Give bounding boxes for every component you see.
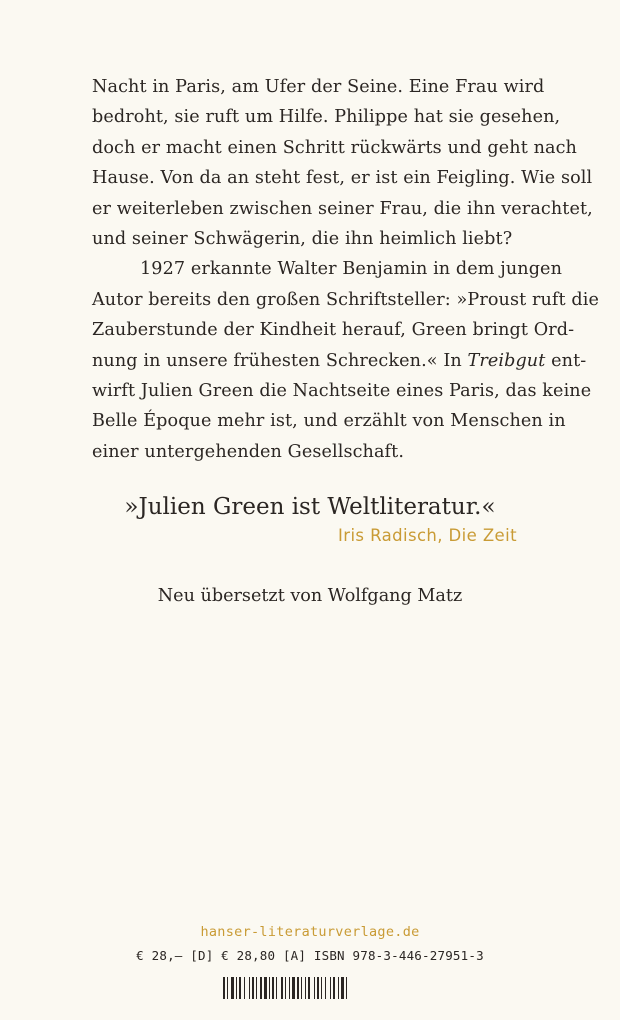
blurb-line: doch er macht einen Schritt rückwärts und geht nach	[92, 137, 577, 158]
barcode-bar	[256, 977, 257, 999]
review-quote: »Julien Green ist Weltliteratur.«	[124, 494, 496, 520]
price-isbn: € 28,– [D] € 28,80 [A] ISBN 978-3-446-27951-3	[136, 948, 484, 963]
barcode-bar	[260, 977, 262, 999]
barcode-bar	[314, 977, 315, 999]
barcode-bar	[292, 977, 295, 999]
barcode-bar	[325, 977, 326, 999]
blurb-line: wirft Julien Green die Nachtseite eines Paris, das keine	[92, 381, 592, 402]
barcode-bar	[289, 977, 290, 999]
barcode-bar	[317, 977, 319, 999]
barcode-bar	[269, 977, 270, 999]
blurb-text	[92, 72, 599, 467]
barcode-bar	[249, 977, 250, 999]
barcode-bar	[276, 977, 277, 999]
blurb-line: Hause. Von da an steht fest, er ist ein Feigling. Wie soll	[92, 168, 593, 189]
blurb-line-text: nung in unsere frühesten Schrecken.« In	[92, 350, 462, 371]
blurb-line	[92, 346, 587, 376]
barcode-bar	[285, 977, 286, 999]
barcode-bar	[321, 977, 322, 999]
blurb-line: und seiner Schwägerin, die ihn heimlich liebt?	[92, 229, 513, 250]
barcode-bar	[305, 977, 306, 999]
barcode-bar	[330, 977, 331, 999]
blurb-line: einer untergehenden Gesellschaft.	[92, 441, 405, 462]
translator-credit: Neu übersetzt von Wolfgang Matz	[157, 586, 463, 606]
barcode-bar	[341, 977, 344, 999]
blurb-line: Nacht in Paris, am Ufer der Seine. Eine Frau wird	[92, 77, 545, 97]
blurb-line: Autor bereits den großen Schriftsteller: »Proust ruft die	[92, 289, 599, 310]
barcode-bar	[223, 977, 225, 999]
barcode-bar	[236, 977, 237, 999]
blurb-line: bedroht, sie ruft um Hilfe. Philippe hat sie gesehen,	[92, 107, 561, 128]
quote-source: Iris Radisch, Die Zeit	[338, 526, 517, 545]
barcode-bar	[231, 977, 234, 999]
barcode-bar	[264, 977, 267, 999]
barcode-bar	[333, 977, 335, 999]
barcode-bar	[297, 977, 299, 999]
blurb-line: 1927 erkannte Walter Benjamin in dem jungen	[140, 259, 563, 280]
blurb-line: Zauberstunde der Kindheit herauf, Green bringt Ord-	[92, 320, 575, 341]
publisher-website[interactable]: hanser-literaturverlage.de	[200, 924, 420, 940]
blurb-line: Belle Époque mehr ist, und erzählt von Menschen in	[92, 411, 566, 432]
blurb-paragraph-2	[92, 254, 599, 467]
barcode-icon	[223, 977, 395, 999]
barcode-bar	[301, 977, 302, 999]
barcode-bar	[272, 977, 274, 999]
barcode-bar	[244, 977, 245, 999]
barcode-bar	[308, 977, 310, 999]
barcode-bar	[227, 977, 228, 999]
barcode-bar	[338, 977, 339, 999]
book-title: Treibgut	[467, 350, 546, 371]
barcode-bar	[281, 977, 283, 999]
blurb-line-text: ent-	[551, 350, 587, 371]
barcode-bar	[346, 977, 347, 999]
blurb-line: er weiterleben zwischen seiner Frau, die ihn verachtet,	[92, 198, 593, 219]
blurb-paragraph-1	[92, 72, 593, 254]
barcode-bar	[239, 977, 241, 999]
barcode-bar	[252, 977, 254, 999]
